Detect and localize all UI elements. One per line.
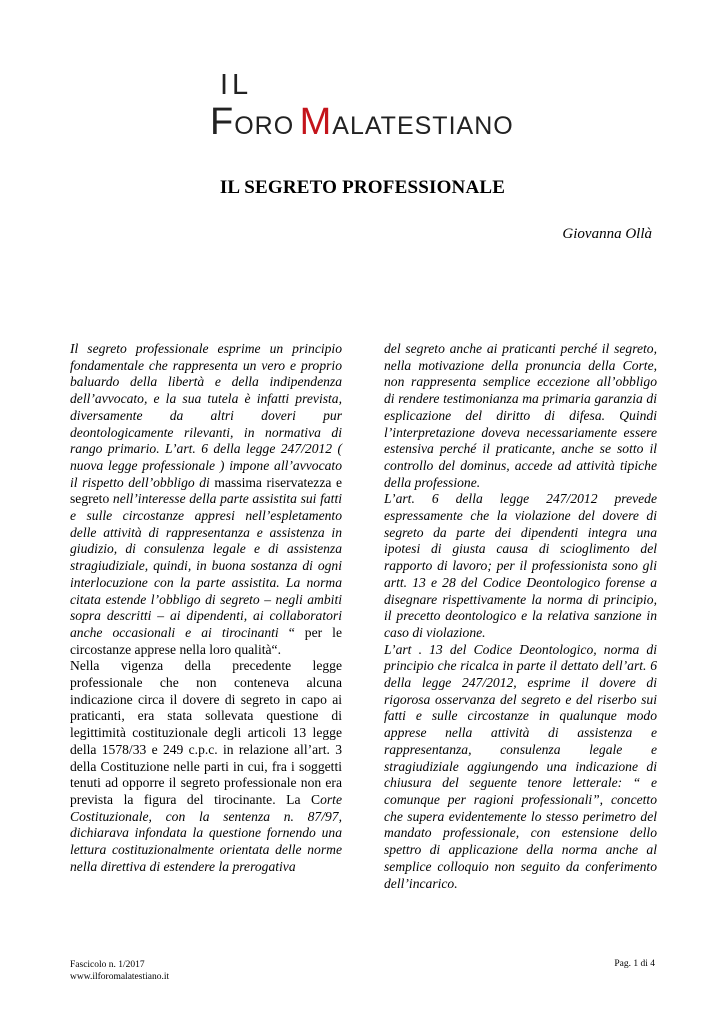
text-column-right — [384, 341, 657, 892]
footer-page-number: Pag. 1 di 4 — [614, 959, 655, 969]
footer-website[interactable]: www.ilforomalatestiano.it — [70, 972, 170, 982]
logo-initial-m: M — [299, 101, 333, 143]
left-p1-part1: Il segreto professionale esprime un principio fondamentale che rappresenta un vero e proprio baluardo della libertà e della indipendenza dell’avvocato, e la sua tutela è infatti prevista, diversamente da altri doveri pur deontologicamente rilevanti, in normativa di rango primario. L’art. 6 della legge 247/2012 ( nuova legge professionale ) impone all’avvocato il rispetto dell’obbligo di — [70, 341, 342, 490]
footer-left — [70, 959, 169, 983]
logo-word-oro: ORO — [234, 112, 295, 140]
right-paragraph-2: L’art. 6 della legge 247/2012 prevede espressamente che la violazione del dovere di segreto da parte dei dipendenti integra una ipotesi di giusta causa di scioglimento del rapporto di lavoro; per il professionista sono gli artt. 13 e 28 del Codice Deontologico forense a disegnare rispettivamente la norma di principio, il precetto deontologico e la relativa sanzione in caso di violazione. — [384, 491, 657, 640]
article-title: IL SEGRETO PROFESSIONALE — [219, 177, 506, 198]
right-paragraph-1: del segreto anche ai praticanti perché il segreto, nella motivazione della pronuncia della Corte, non rappresenta semplice eccezione all’obbligo di rendere testimonianza ma primaria garanzia di esplicazione del diritto di difesa. Quindi l’interpretazione doveva necessariamente essere estensiva perché il praticante, anche se sotto il controllo del dominus, accede ad attività tipiche della professione. — [384, 341, 657, 490]
article-author: Giovanna Ollà — [562, 226, 652, 242]
left-p1-part2: massima riservatezza e segreto — [70, 474, 343, 507]
right-paragraph-3: L’art . 13 del Codice Deontologico, norma di principio che ricalca in parte il dettato dell’art. 6 della legge 247/2012, esprime il dovere di rigorosa osservanza del segreto e del riserbo sui fatti e sulle circostanze in qualunque modo apprese nella attività di assistenza e rappresentanza, consulenza legale e stragiudiziale aggiungendo una indicazione di chiusura del seguente tenore letterale: “ e comunque per ragioni professionali”, concetto che supera evidentemente lo stesso perimetro del mandato professionale, con estensione dello spettro di applicazione della norma anche al semplice colloquio non seguito da conferimento dell’incarico. — [384, 641, 657, 891]
left-paragraph-1 — [70, 341, 342, 658]
logo-word-alatestiano: ALATESTIANO — [332, 112, 514, 140]
left-p1-part3: nell’interesse della parte assistita sui fatti e sulle circostanze appresi nell’espletamento delle attività di rappresentanza e assistenza in giudizio, di consulenza legale e di assistenza stragiudiziale, quindi, in buona sostanza di ogni interlocuzione con la parte assistita. La norma citata estende l’obbligo di segreto – negli ambiti sopra descritti – ai dipendenti, ai collaboratori anche occasionali e ai tirocinanti — [70, 491, 342, 640]
left-paragraph-2 — [70, 658, 342, 875]
footer-issue: Fascicolo n. 1/2017 — [70, 960, 145, 970]
left-p1-part4: “ per le circostanze apprese nella loro qualità“. — [70, 624, 342, 657]
left-p2-part2: orte Costituzionale, con la sentenza n. 87/97, dichiarava infondata la questione fornendo una lettura costituzionalmente orientata delle norme nella direttiva di estendere la prerogativa — [70, 791, 342, 874]
left-p2-part1: Nella vigenza della precedente legge professionale che non conteneva alcuna indicazione circa il dovere di segreto in capo ai praticanti, era stata sollevata questione di legittimità costituzionale degli articoli 13 legge della 1578/33 e 249 c.p.c. in relazione all’art. 3 della Costituzione nelle parti in cui, fra i soggetti tenuti ad opporre il segreto professionale non era prevista la figura del tirocinante. La C — [70, 658, 342, 807]
text-column-left — [70, 341, 342, 876]
journal-logo — [210, 69, 530, 143]
logo-line-il: IL — [220, 69, 253, 101]
logo-initial-f: F — [210, 101, 235, 143]
logo-line-name — [210, 101, 514, 148]
